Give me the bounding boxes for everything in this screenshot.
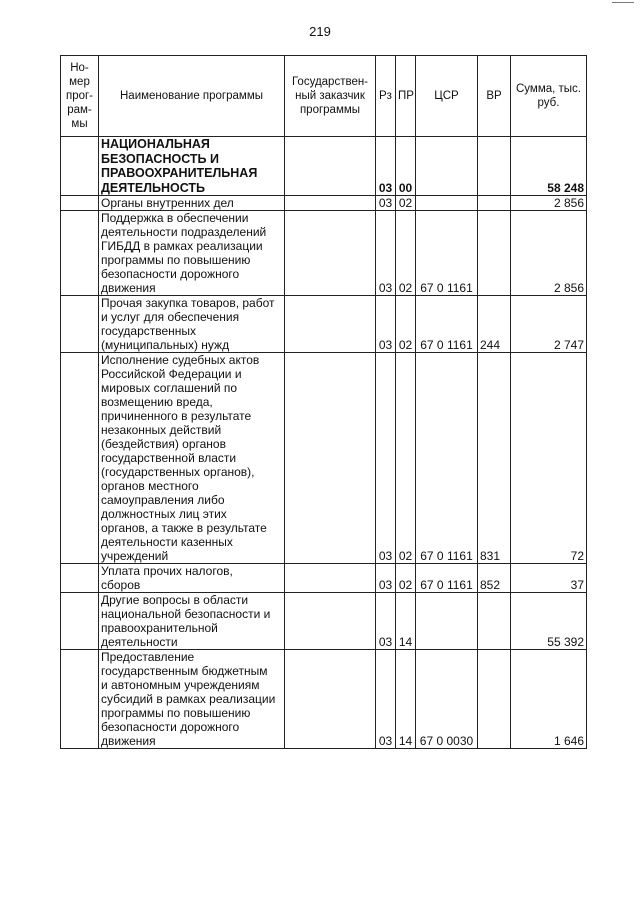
cell-pr: 00 bbox=[396, 137, 416, 196]
program-name-line: безопасности дорожного bbox=[101, 267, 240, 281]
header-sum: Сумма, тыс. руб. bbox=[511, 56, 587, 137]
cell-vr bbox=[478, 211, 511, 296]
cell-state-customer bbox=[285, 564, 376, 593]
budget-table bbox=[60, 55, 587, 749]
cell-sum: 2 856 bbox=[511, 211, 587, 296]
cell-state-customer bbox=[285, 211, 376, 296]
header-rz: Рз bbox=[376, 56, 396, 137]
header-program-name: Наименование программы bbox=[99, 56, 285, 137]
cell-csr bbox=[416, 196, 478, 211]
cell-pr: 14 bbox=[396, 650, 416, 749]
cell-state-customer bbox=[285, 196, 376, 211]
program-name-line: органов, а также в результате bbox=[101, 521, 267, 535]
program-name-line: Уплата прочих налогов, bbox=[101, 564, 233, 578]
cell-rz: 03 bbox=[376, 211, 396, 296]
cell-vr: 831 bbox=[478, 353, 511, 564]
table-row bbox=[61, 296, 587, 353]
cell-program-name bbox=[99, 650, 285, 749]
program-name-line: (бездействия) органов bbox=[101, 437, 226, 451]
program-name-line: органов местного bbox=[101, 479, 199, 493]
cell-pr: 02 bbox=[396, 296, 416, 353]
header-state-customer: Государствен-ный заказчик программы bbox=[285, 56, 376, 137]
program-name-line: Российской Федерации и bbox=[101, 367, 242, 381]
cell-pr: 02 bbox=[396, 196, 416, 211]
cell-program-number bbox=[61, 564, 99, 593]
cell-program-name bbox=[99, 296, 285, 353]
cell-program-name bbox=[99, 564, 285, 593]
program-name-line: БЕЗОПАСНОСТЬ И bbox=[101, 151, 219, 166]
program-name-line: Органы внутренних дел bbox=[101, 196, 234, 210]
cell-vr bbox=[478, 593, 511, 650]
cell-state-customer bbox=[285, 137, 376, 196]
program-name-line: государственной власти bbox=[101, 451, 237, 465]
program-name-line: деятельности bbox=[101, 635, 178, 649]
program-name-line: движения bbox=[101, 281, 156, 295]
program-name-line: государственным бюджетным bbox=[101, 664, 268, 678]
cell-vr bbox=[478, 137, 511, 196]
program-name-line: деятельности подразделений bbox=[101, 225, 267, 239]
cell-vr bbox=[478, 650, 511, 749]
table-row bbox=[61, 353, 587, 564]
program-name-line: ГИБДД в рамках реализации bbox=[101, 239, 263, 253]
table-row bbox=[61, 564, 587, 593]
program-name-line: и услуг для обеспечения bbox=[101, 310, 240, 324]
cell-vr: 244 bbox=[478, 296, 511, 353]
cell-program-number bbox=[61, 296, 99, 353]
cell-pr: 02 bbox=[396, 353, 416, 564]
header-vr: ВР bbox=[478, 56, 511, 137]
cell-csr bbox=[416, 593, 478, 650]
program-name-line: возмещению вреда, bbox=[101, 395, 213, 409]
program-name-line: Прочая закупка товаров, работ bbox=[101, 296, 275, 310]
program-name-line: движения bbox=[101, 734, 156, 748]
cell-program-name bbox=[99, 137, 285, 196]
program-name-line: ПРАВООХРАНИТЕЛЬНАЯ bbox=[101, 166, 258, 180]
program-name-line: самоуправления либо bbox=[101, 493, 225, 507]
program-name-line: сборов bbox=[101, 578, 141, 592]
cell-program-name bbox=[99, 196, 285, 211]
program-name-line: учреждений bbox=[101, 549, 169, 563]
program-name-line: незаконных действий bbox=[101, 423, 222, 437]
cell-csr bbox=[416, 137, 478, 196]
cell-program-name bbox=[99, 211, 285, 296]
program-name-line: Поддержка в обеспечении bbox=[101, 211, 249, 225]
cell-pr: 02 bbox=[396, 211, 416, 296]
cell-program-number bbox=[61, 196, 99, 211]
cell-rz: 03 bbox=[376, 296, 396, 353]
cell-program-number bbox=[61, 593, 99, 650]
table-row bbox=[61, 137, 587, 196]
cell-csr: 67 0 0030 bbox=[416, 650, 478, 749]
program-name-line: правоохранительной bbox=[101, 621, 218, 635]
cell-rz: 03 bbox=[376, 353, 396, 564]
cell-program-number bbox=[61, 137, 99, 196]
cell-rz: 03 bbox=[376, 650, 396, 749]
program-name-line: программы по повышению bbox=[101, 253, 251, 267]
program-name-line: Исполнение судебных актов bbox=[101, 353, 260, 367]
cell-vr: 852 bbox=[478, 564, 511, 593]
program-name-line: Предоставление bbox=[101, 650, 195, 664]
cell-sum: 2 747 bbox=[511, 296, 587, 353]
cell-program-number bbox=[61, 650, 99, 749]
cell-pr: 14 bbox=[396, 593, 416, 650]
program-name-line: государственных bbox=[101, 324, 197, 338]
program-name-line: (муниципальных) нужд bbox=[101, 338, 230, 352]
program-name-line: деятельности казенных bbox=[101, 535, 233, 549]
program-name-line: Другие вопросы в области bbox=[101, 593, 249, 607]
cell-state-customer bbox=[285, 650, 376, 749]
cell-program-number bbox=[61, 353, 99, 564]
cell-csr: 67 0 1161 bbox=[416, 564, 478, 593]
program-name-line: мировых соглашений по bbox=[101, 381, 238, 395]
cell-program-name bbox=[99, 593, 285, 650]
program-name-line: безопасности дорожного bbox=[101, 720, 240, 734]
cell-state-customer bbox=[285, 353, 376, 564]
page-number: 219 bbox=[309, 24, 331, 39]
cell-state-customer bbox=[285, 296, 376, 353]
program-name-line: должностных лиц этих bbox=[101, 507, 227, 521]
cell-csr: 67 0 1161 bbox=[416, 211, 478, 296]
program-name-line: НАЦИОНАЛЬНАЯ bbox=[101, 137, 210, 151]
cell-sum: 55 392 bbox=[511, 593, 587, 650]
cell-state-customer bbox=[285, 593, 376, 650]
cell-rz: 03 bbox=[376, 593, 396, 650]
program-name-line: программы по повышению bbox=[101, 706, 251, 720]
cell-rz: 03 bbox=[376, 564, 396, 593]
header-program-number: Но-мер прог-рам-мы bbox=[61, 56, 99, 137]
header-csr: ЦСР bbox=[416, 56, 478, 137]
table-row bbox=[61, 650, 587, 749]
table-row bbox=[61, 211, 587, 296]
cell-rz: 03 bbox=[376, 196, 396, 211]
cell-program-number bbox=[61, 211, 99, 296]
cell-vr bbox=[478, 196, 511, 211]
program-name-line: субсидий в рамках реализации bbox=[101, 692, 276, 706]
program-name-line: ДЕЯТЕЛЬНОСТЬ bbox=[101, 180, 206, 195]
header-pr: ПР bbox=[396, 56, 416, 137]
cell-pr: 02 bbox=[396, 564, 416, 593]
cell-program-name bbox=[99, 353, 285, 564]
table-row bbox=[61, 593, 587, 650]
corner-mark bbox=[612, 2, 634, 3]
cell-csr: 67 0 1161 bbox=[416, 353, 478, 564]
program-name-line: и автономным учреждениям bbox=[101, 678, 260, 692]
table-row bbox=[61, 196, 587, 211]
program-name-line: национальной безопасности и bbox=[101, 607, 271, 621]
cell-csr: 67 0 1161 bbox=[416, 296, 478, 353]
cell-sum: 37 bbox=[511, 564, 587, 593]
cell-sum: 1 646 bbox=[511, 650, 587, 749]
cell-sum: 58 248 bbox=[511, 137, 587, 196]
table-header-row bbox=[61, 56, 587, 137]
cell-rz: 03 bbox=[376, 137, 396, 196]
program-name-line: причиненного в результате bbox=[101, 409, 252, 423]
cell-sum: 2 856 bbox=[511, 196, 587, 211]
program-name-line: (государственных органов), bbox=[101, 465, 255, 479]
cell-sum: 72 bbox=[511, 353, 587, 564]
